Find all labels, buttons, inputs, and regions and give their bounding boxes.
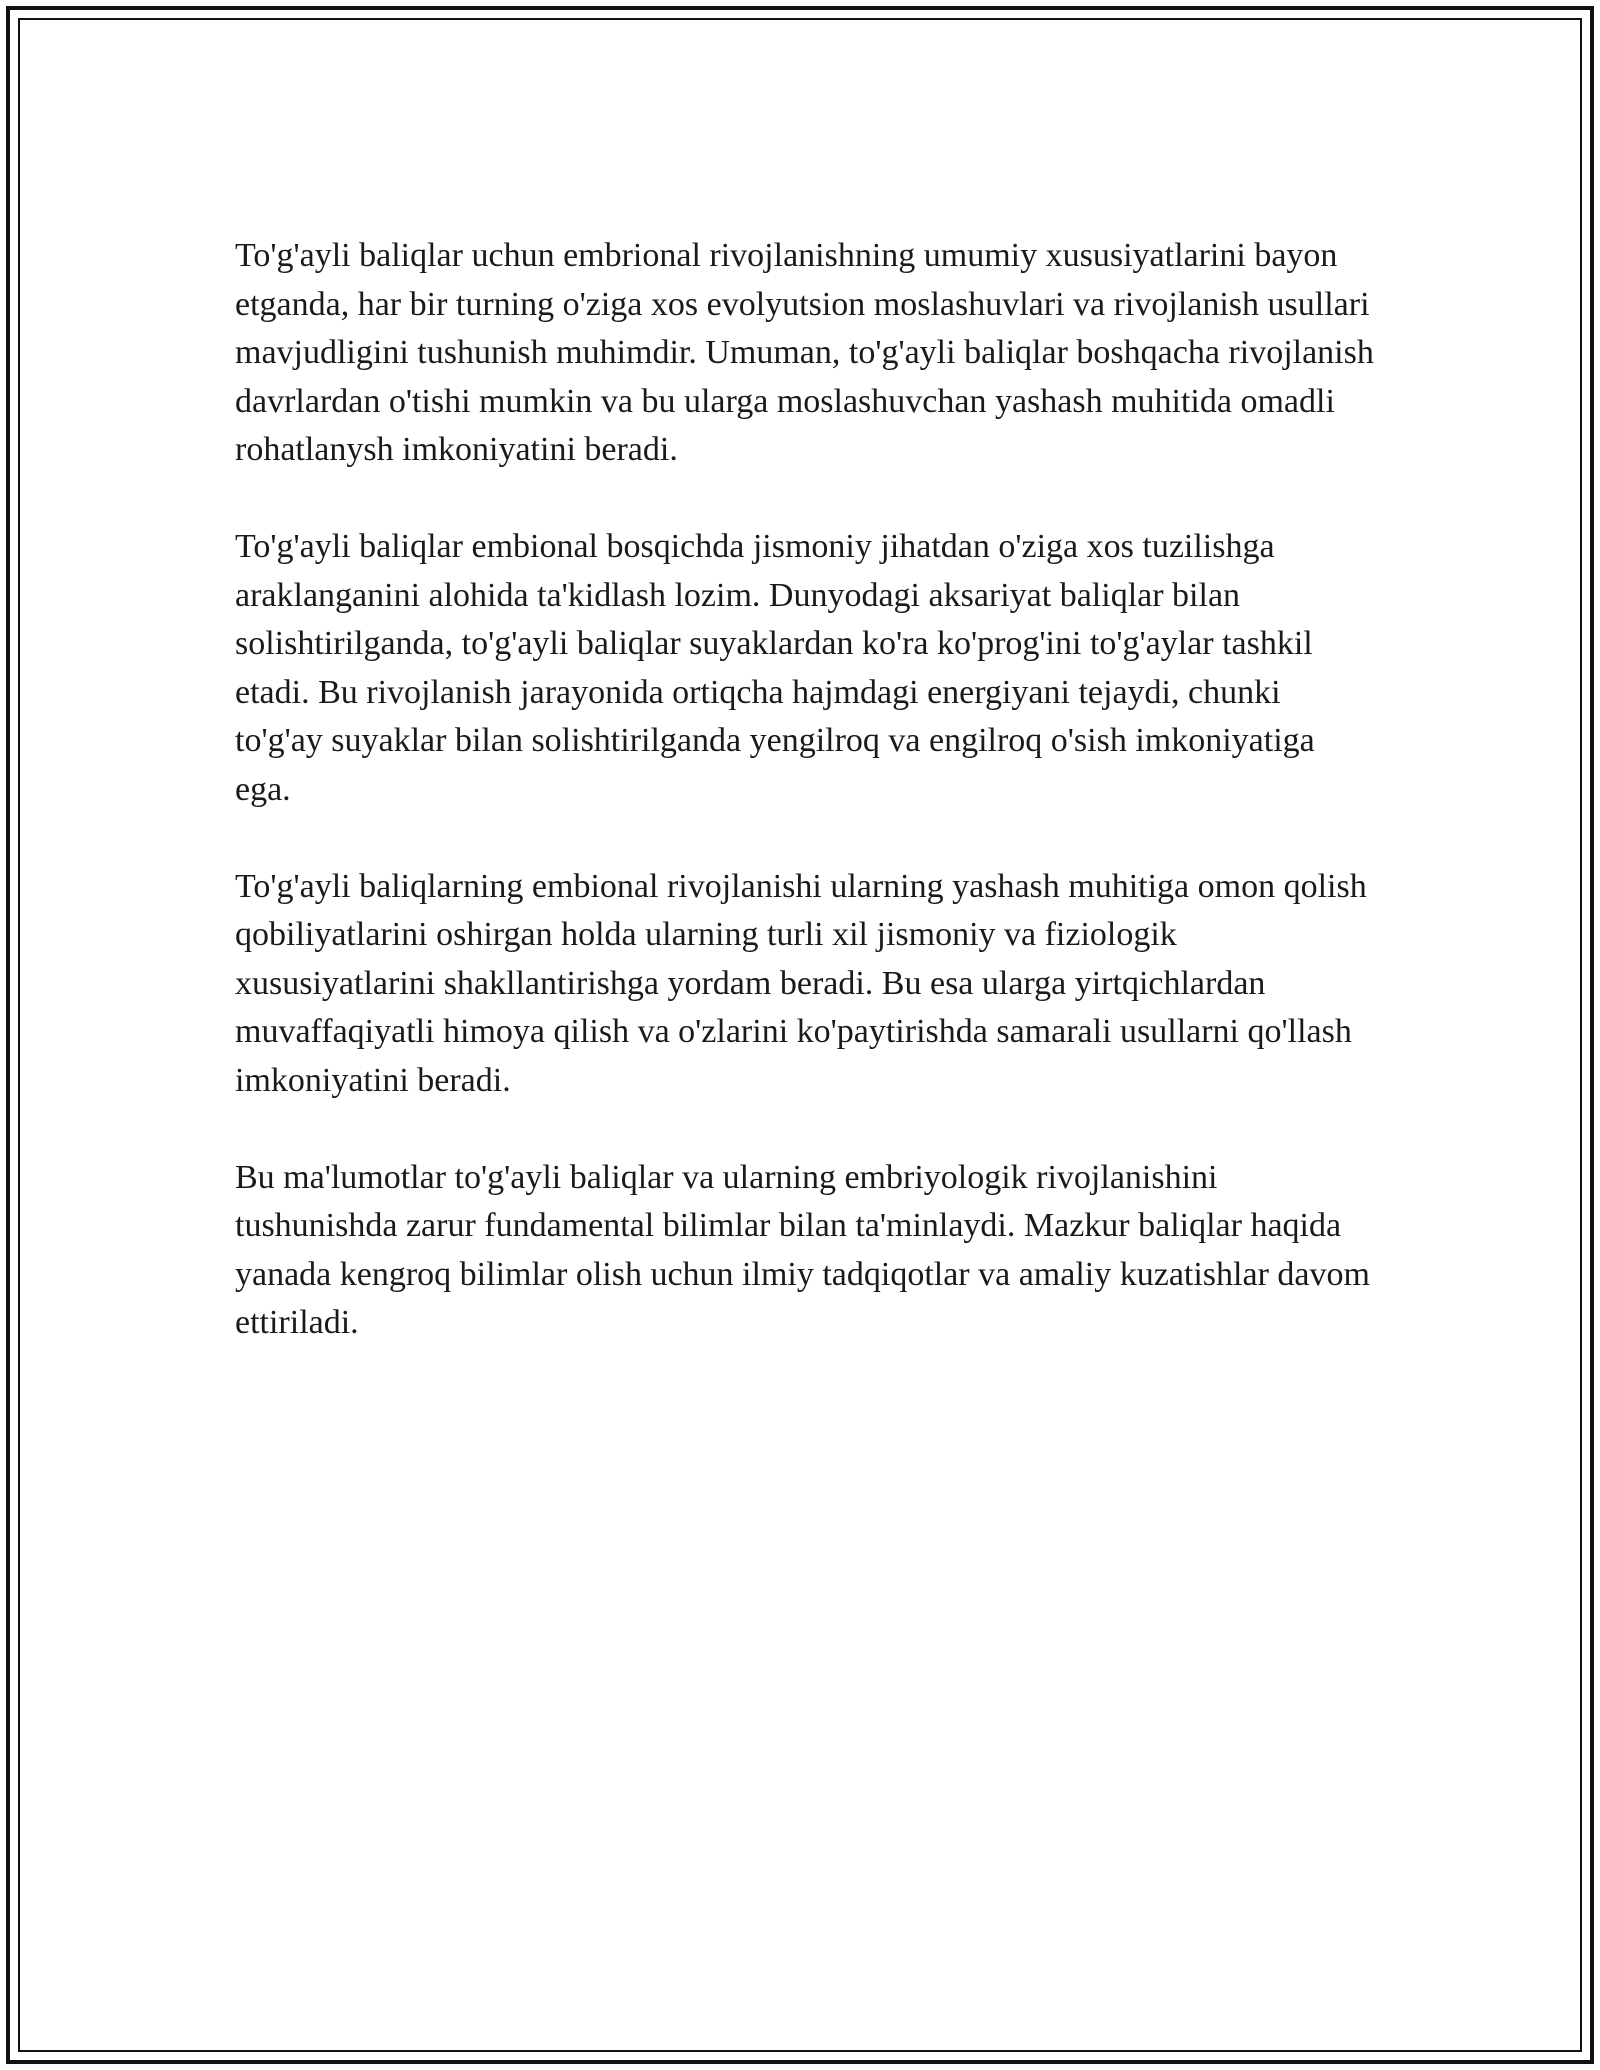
paragraph-4: Bu ma'lumotlar to'g'ayli baliqlar va ularning embriyologik rivojlanishini tushunishda zarur fundamental bilimlar bilan ta'minlaydi. Mazkur baliqlar haqida yanada kengroq bilimlar olish uchun ilmiy tadqiqotlar va amaliy kuzatishlar davom ettiriladi. xyxy=(235,1158,1370,1341)
paragraph-2: To'g'ayli baliqlar embional bosqichda jismoniy jihatdan o'ziga xos tuzilishga araklanganini alohida ta'kidlash lozim. Dunyodagi aksariyat baliqlar bilan solishtirilganda, to'g'ayli baliqlar suyaklardan ko'ra ko'prog'ini to'g'aylar tashkil etadi. Bu rivojlanish jarayonida ortiqcha hajmdagi energiyani tejaydi, chunki to'g'ay suyaklar bilan solishtirilganda yengilroq va engilroq o'sish imkoniyatiga ega. xyxy=(235,528,1315,808)
document-body xyxy=(235,232,1375,1396)
paragraph-1: To'g'ayli baliqlar uchun embrional rivojlanishning umumiy xususiyatlarini bayon etganda, har bir turning o'ziga xos evolyutsion moslashuvlari va rivojlanish usullari mavjudligini tushunish muhimdir. Umuman, to'g'ayli baliqlar boshqacha rivojlanish davrlardan o'tishi mumkin va bu ularga moslashuvchan yashash muhitida omadli rohatlanysh imkoniyatini beradi. xyxy=(235,237,1374,468)
paragraph-3: To'g'ayli baliqlarning embional rivojlanishi ularning yashash muhitiga omon qolish qobiliyatlarini oshirgan holda ularning turli xil jismoniy va fiziologik xususiyatlarini shakllantirishga yordam beradi. Bu esa ularga yirtqichlardan muvaffaqiyatli himoya qilish va o'zlarini ko'paytirishda samarali usullarni qo'llash imkoniyatini beradi. xyxy=(235,867,1367,1099)
